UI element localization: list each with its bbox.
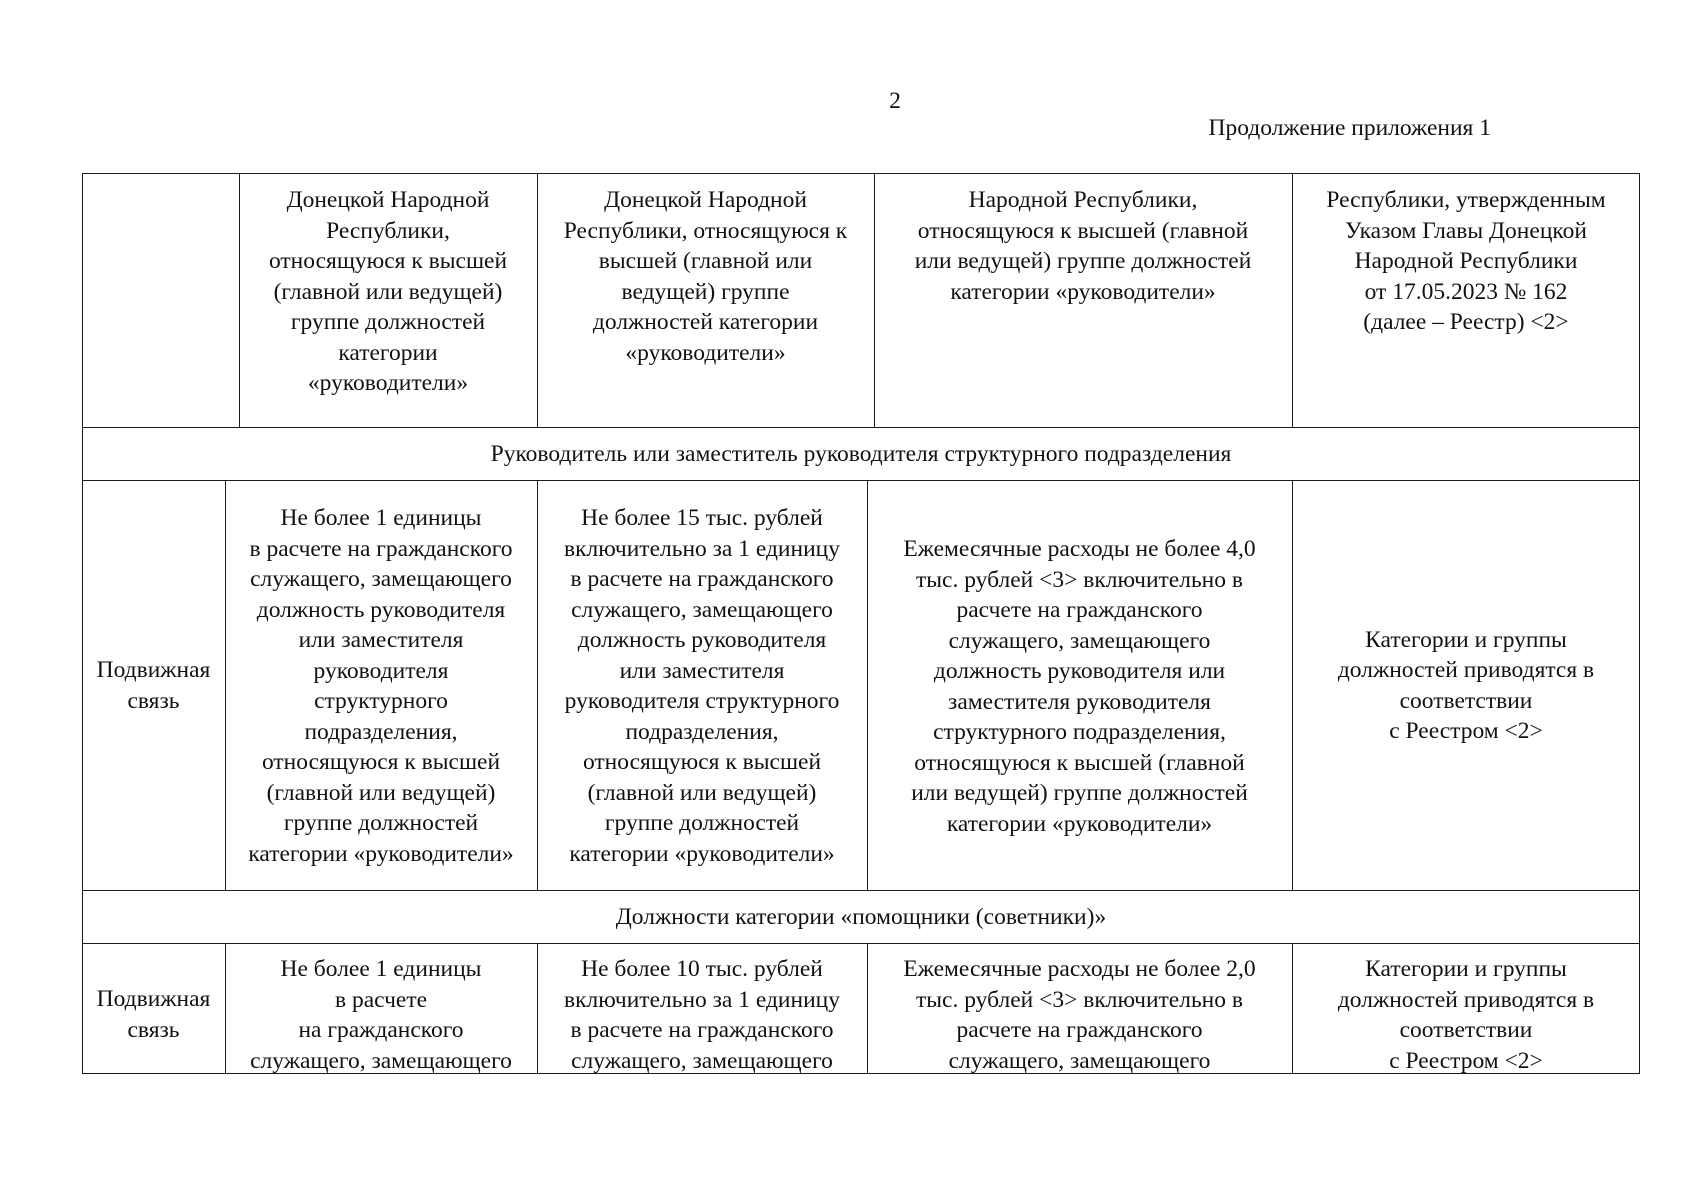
section-2-col4-cell: Ежемесячные расходы не более 2,0 тыс. рублей <3> включительно в расчете на гражданского служащего, замещающего (903, 956, 1256, 1074)
section-2-col3-cell: Не более 10 тыс. рублей включительно за 1 единицу в расчете на гражданского служащего, замещающего (564, 956, 840, 1074)
section-2-col2-cell: Не более 1 единицы в расчете на гражданского служащего, замещающего (250, 956, 512, 1074)
continuation-label: Продолжение приложения 1 (1208, 115, 1491, 141)
section-1-col5-text: Категории и группы должностей приводятся в соответствии с Реестром <2> (1337, 626, 1595, 744)
section-1-col4-cell: Ежемесячные расходы не более 4,0 тыс. рублей <3> включительно в расчете на гражданского служащего, замещающего должность руководителя или заместителя руководителя структурного подразделения, относящуюся к высшей (главной или ведущей) группе должностей категории «руководители» (903, 536, 1256, 837)
section-1-col2-cell: Не более 1 единицы в расчете на гражданского служащего, замещающего должность руководителя или заместителя руководителя структурного подразделения, относящуюся к высшей (главной или ведущей) группе должностей категории «руководители» (248, 505, 514, 867)
header-col2-cell: Донецкой Народной Республики, относящуюся к высшей (главной или ведущей) группе должностей категории «руководители» (268, 187, 508, 396)
section-1-col1-text: Подвижная связь (96, 657, 211, 714)
section-1-col5-cell (1292, 480, 1640, 891)
header-col4-cell: Народной Республики, относящуюся к высшей (главной или ведущей) группе должностей категории «руководители» (914, 187, 1252, 305)
section-1-col3-cell: Не более 15 тыс. рублей включительно за 1 единицу в расчете на гражданского служащего, замещающего должность руководителя или заместителя руководителя структурного подразделения, относящуюся к высшей (главной или ведущей) группе должностей категории «руководители» (564, 505, 840, 867)
header-col5-cell: Республики, утвержденным Указом Главы Донецкой Народной Республики от 17.05.2023 № 162 (далее – Реестр) <2> (1326, 187, 1606, 335)
section-1-col1-cell (82, 480, 225, 891)
section-2-col5-cell: Категории и группы должностей приводятся в соответствии с Реестром <2> (1337, 956, 1595, 1074)
section-2-title: Должности категории «помощники (советники)» (615, 904, 1107, 930)
section-1-title: Руководитель или заместитель руководителя структурного подразделения (490, 441, 1232, 467)
section-2-col1-cell: Подвижная связь (96, 986, 211, 1043)
header-col3-cell: Донецкой Народной Республики, относящуюся к высшей (главной или ведущей) группе должностей категории «руководители» (563, 187, 848, 366)
page-number: 2 (889, 88, 901, 114)
